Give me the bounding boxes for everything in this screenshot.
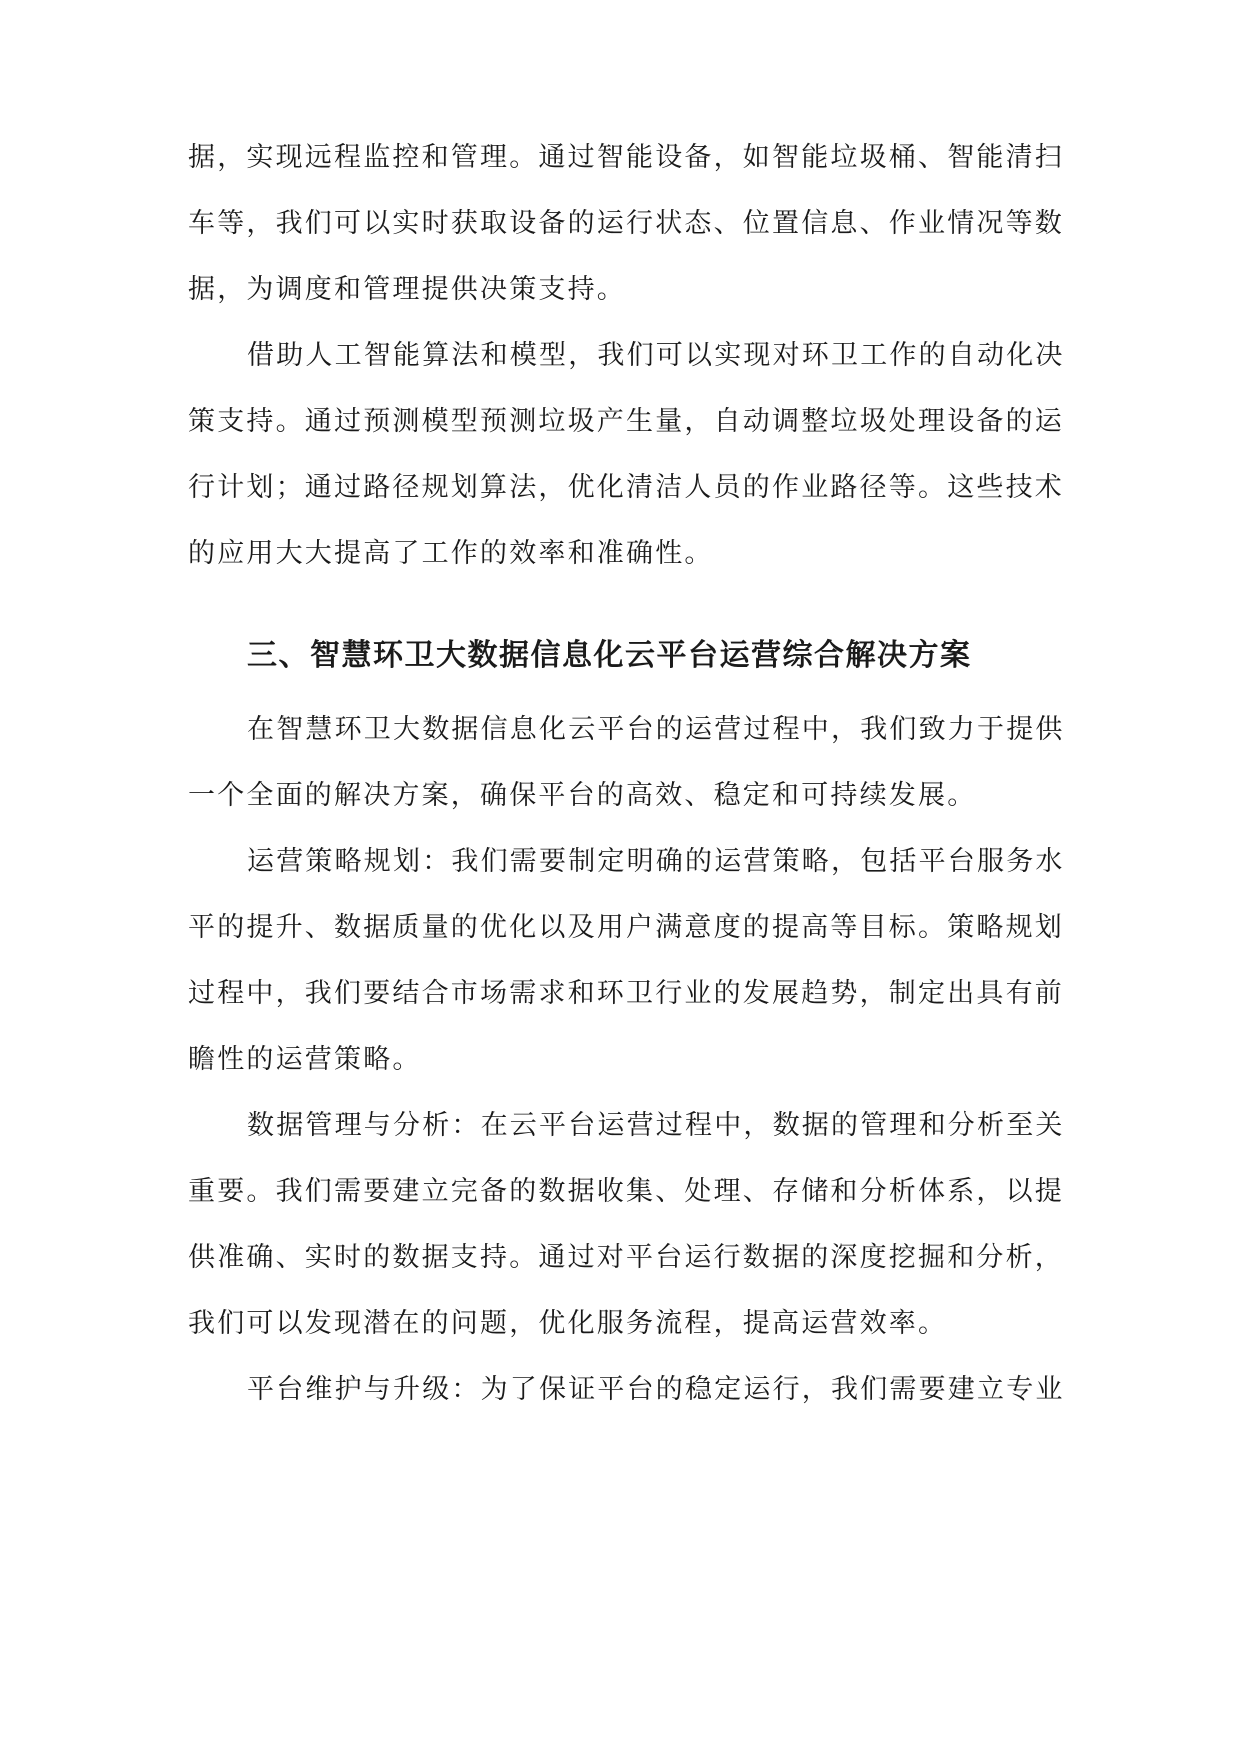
paragraph-line: 平的提升、数据质量的优化以及用户满意度的提高等目标。策略规划 — [188, 912, 1064, 943]
paragraph-line: 过程中，我们要结合市场需求和环卫行业的发展趋势，制定出具有前 — [188, 978, 1064, 1009]
paragraph-line: 数据管理与分析：在云平台运营过程中，数据的管理和分析至关 — [247, 1110, 1065, 1141]
paragraph-line: 借助人工智能算法和模型，我们可以实现对环卫工作的自动化决 — [247, 340, 1065, 371]
paragraph-line: 瞻性的运营策略。 — [188, 1044, 422, 1075]
paragraph-line: 供准确、实时的数据支持。通过对平台运行数据的深度挖掘和分析， — [188, 1242, 1064, 1273]
section-heading: 三、智慧环卫大数据信息化云平台运营综合解决方案 — [247, 638, 972, 673]
paragraph-line: 车等，我们可以实时获取设备的运行状态、位置信息、作业情况等数 — [188, 208, 1064, 239]
paragraph-line: 的应用大大提高了工作的效率和准确性。 — [188, 538, 714, 569]
paragraph-line: 重要。我们需要建立完备的数据收集、处理、存储和分析体系，以提 — [188, 1176, 1064, 1207]
paragraph-line: 行计划；通过路径规划算法，优化清洁人员的作业路径等。这些技术 — [188, 472, 1064, 503]
paragraph-line: 据，为调度和管理提供决策支持。 — [188, 274, 626, 305]
paragraph-line: 一个全面的解决方案，确保平台的高效、稳定和可持续发展。 — [188, 780, 977, 811]
paragraph-line: 平台维护与升级：为了保证平台的稳定运行，我们需要建立专业 — [247, 1374, 1065, 1405]
paragraph-line: 我们可以发现潜在的问题，优化服务流程，提高运营效率。 — [188, 1308, 948, 1339]
paragraph-line: 运营策略规划：我们需要制定明确的运营策略，包括平台服务水 — [247, 846, 1065, 877]
paragraph-line: 据，实现远程监控和管理。通过智能设备，如智能垃圾桶、智能清扫 — [188, 142, 1064, 173]
paragraph-line: 在智慧环卫大数据信息化云平台的运营过程中，我们致力于提供 — [247, 714, 1065, 745]
paragraph-line: 策支持。通过预测模型预测垃圾产生量，自动调整垃圾处理设备的运 — [188, 406, 1064, 437]
